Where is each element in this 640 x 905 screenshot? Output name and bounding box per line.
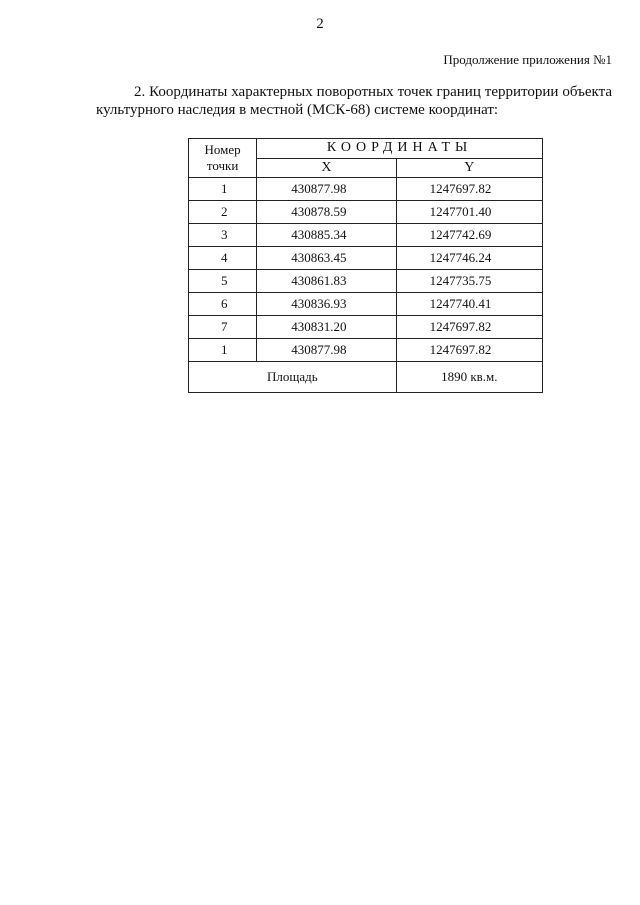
y-coordinate-cell: 1247746.24 [396,247,542,270]
point-number-cell: 6 [189,293,257,316]
x-coordinate-cell: 430836.93 [257,293,396,316]
point-number-cell: 1 [189,178,257,201]
x-coordinate-cell: 430877.98 [257,339,396,362]
y-coordinate-cell: 1247735.75 [396,270,542,293]
area-value: 1890 кв.м. [396,362,542,393]
point-number-cell: 5 [189,270,257,293]
table-row [189,178,543,201]
section-heading [96,83,612,119]
x-coordinate-cell: 430877.98 [257,178,396,201]
y-coordinate-cell: 1247697.82 [396,339,542,362]
section-heading-text: 2. Координаты характерных поворотных точек границ территории объекта культурного наследия в местной (МСК-68) системе координат: [96,84,612,118]
point-number-cell: 7 [189,316,257,339]
coordinates-header: КООРДИНАТЫ [257,139,543,159]
table-row [189,339,543,362]
table-row [189,224,543,247]
x-coordinate-cell: 430861.83 [257,270,396,293]
x-coordinate-cell: 430878.59 [257,201,396,224]
x-coordinate-cell: 430831.20 [257,316,396,339]
area-label: Площадь [189,362,397,393]
table-row [189,201,543,224]
y-coordinate-cell: 1247697.82 [396,178,542,201]
page-number: 2 [316,16,324,32]
area-row [189,362,543,393]
y-coordinate-cell: 1247697.82 [396,316,542,339]
point-number-cell: 3 [189,224,257,247]
x-column-header: X [257,158,396,178]
table-row [189,270,543,293]
y-coordinate-cell: 1247740.41 [396,293,542,316]
point-number-cell: 2 [189,201,257,224]
point-number-header-line2: точки [206,158,239,173]
point-number-header [189,139,257,178]
coordinates-table [188,138,543,393]
point-number-cell: 1 [189,339,257,362]
x-coordinate-cell: 430863.45 [257,247,396,270]
point-number-header-line1: Номер [204,142,241,157]
table-row [189,293,543,316]
y-coordinate-cell: 1247701.40 [396,201,542,224]
y-coordinate-cell: 1247742.69 [396,224,542,247]
appendix-continuation-note: Продолжение приложения №1 [443,52,612,67]
point-number-cell: 4 [189,247,257,270]
table-row [189,316,543,339]
x-coordinate-cell: 430885.34 [257,224,396,247]
table-row [189,247,543,270]
y-column-header: Y [396,158,542,178]
